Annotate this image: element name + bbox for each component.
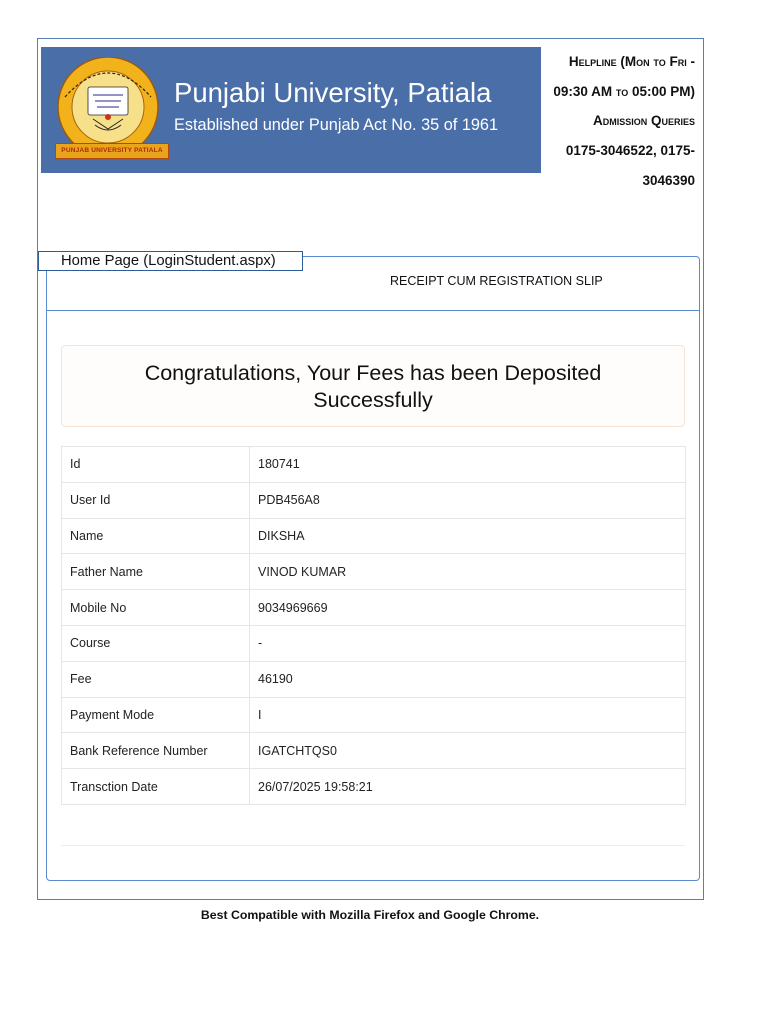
helpline-line-5: 3046390 (642, 172, 695, 188)
university-banner (41, 47, 541, 173)
success-message: Congratulations, Your Fees has been Deposited Successfully (144, 361, 602, 412)
helpline-line-2: 09:30 AM to 05:00 PM) (553, 83, 695, 99)
helpline-info (525, 47, 695, 196)
row-value: PDB456A8 (250, 482, 686, 518)
row-value: IGATCHTQS0 (250, 733, 686, 769)
row-label: Id (62, 447, 250, 483)
panel-footer-divider (61, 845, 685, 846)
home-page-link[interactable]: Home Page (LoginStudent.aspx) (38, 251, 303, 271)
row-value: - (250, 625, 686, 661)
helpline-line-3: Admission Queries (592, 113, 695, 129)
row-label: Fee (62, 661, 250, 697)
table-row (62, 733, 686, 769)
panel-header-divider (47, 310, 699, 311)
university-name: Punjabi University, Patiala (174, 77, 492, 108)
university-established-line: Established under Punjab Act No. 35 of 1961 (174, 116, 499, 134)
seal-ribbon-label: PUNJAB UNIVERSITY PATIALA (55, 143, 169, 159)
row-label: Transction Date (62, 769, 250, 805)
row-label: Bank Reference Number (62, 733, 250, 769)
browser-compatibility-note: Best Compatible with Mozilla Firefox and Google Chrome. (200, 908, 540, 922)
row-value: DIKSHA (250, 518, 686, 554)
receipt-title: RECEIPT CUM REGISTRATION SLIP (390, 274, 603, 288)
row-label: Father Name (62, 554, 250, 590)
table-row (62, 661, 686, 697)
receipt-details-table (61, 446, 686, 805)
success-alert (61, 345, 685, 427)
row-value: 180741 (250, 447, 686, 483)
table-row (62, 590, 686, 626)
row-value: 46190 (250, 661, 686, 697)
table-row (62, 697, 686, 733)
row-value: VINOD KUMAR (250, 554, 686, 590)
row-label: User Id (62, 482, 250, 518)
row-value: I (250, 697, 686, 733)
row-value: 26/07/2025 19:58:21 (250, 769, 686, 805)
helpline-line-4: 0175-3046522, 0175- (565, 143, 695, 159)
table-row (62, 482, 686, 518)
row-label: Course (62, 625, 250, 661)
table-row (62, 447, 686, 483)
helpline-line-1: Helpline (Mon to Fri - (568, 54, 695, 69)
row-label: Name (62, 518, 250, 554)
table-row (62, 769, 686, 805)
row-value: 9034969669 (250, 590, 686, 626)
row-label: Mobile No (62, 590, 250, 626)
table-row (62, 518, 686, 554)
table-row (62, 554, 686, 590)
row-label: Payment Mode (62, 697, 250, 733)
table-row (62, 625, 686, 661)
